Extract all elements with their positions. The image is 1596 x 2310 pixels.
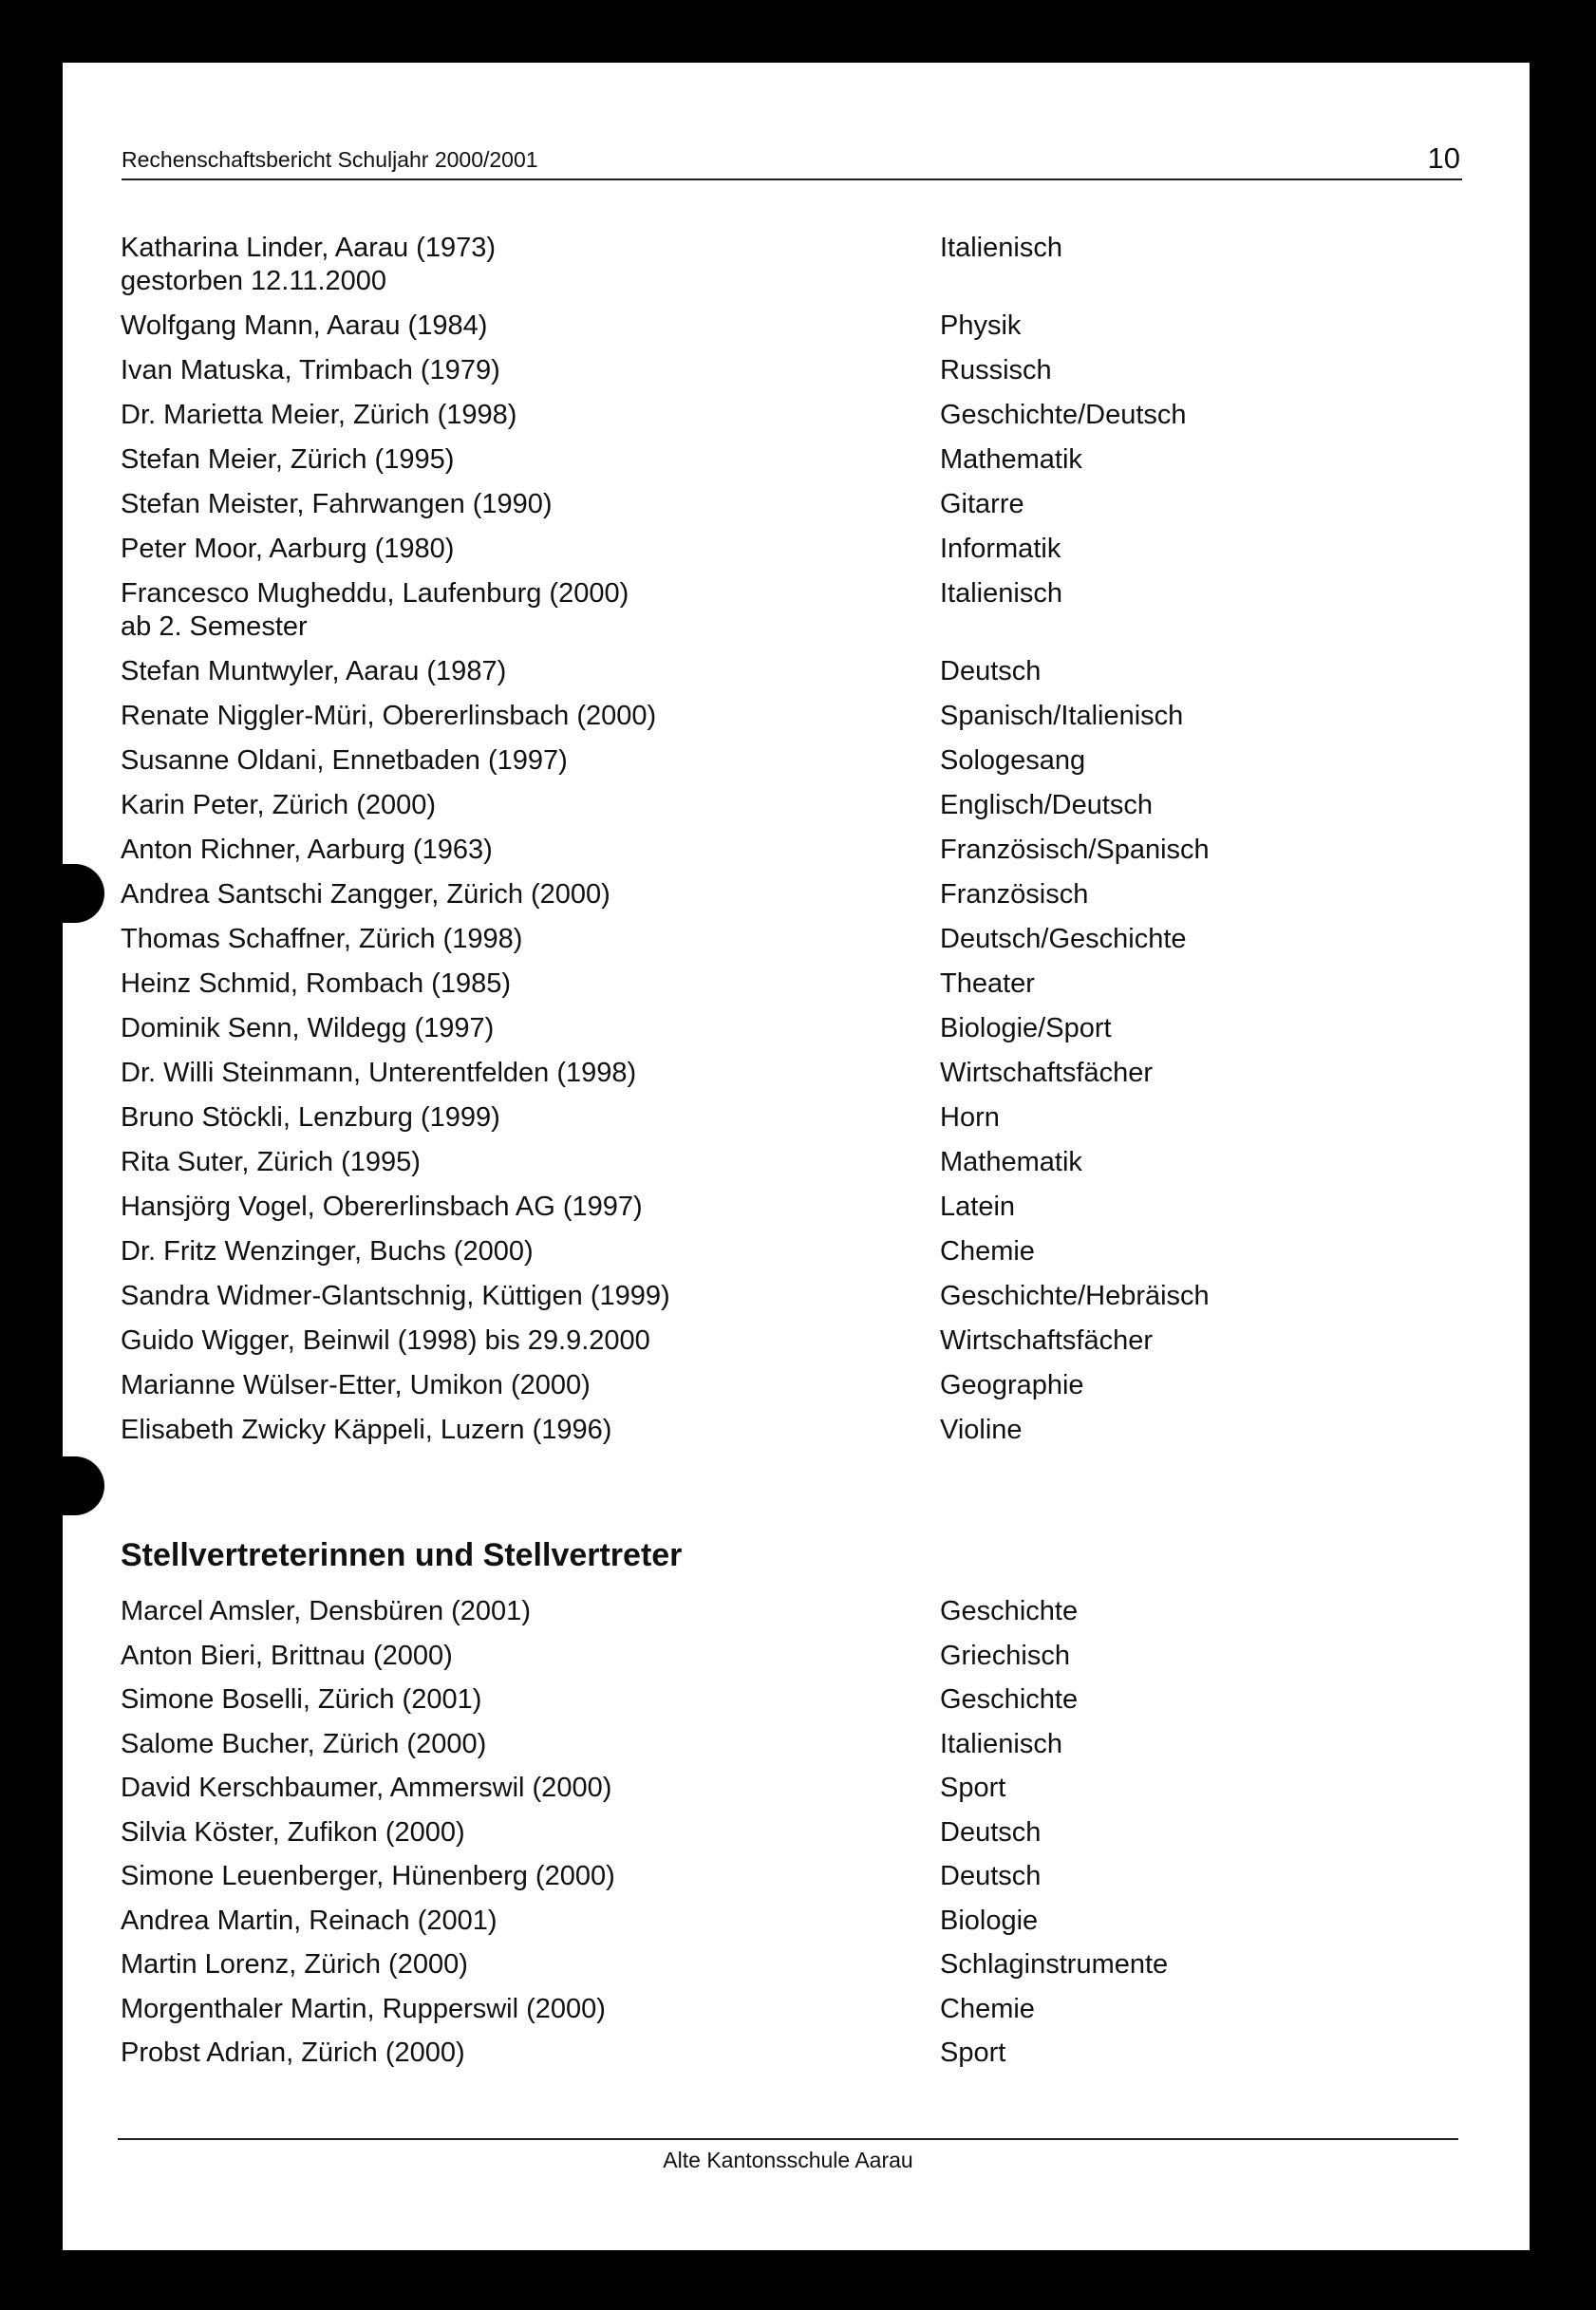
person-name: Karin Peter, Zürich (2000) — [121, 790, 437, 820]
punch-hole — [63, 864, 104, 923]
page-number: 10 — [1427, 141, 1460, 175]
subject: Latein — [940, 1192, 1016, 1222]
subject: Deutsch — [940, 656, 1042, 686]
subject: Wirtschaftsfächer — [940, 1325, 1153, 1356]
list-item — [121, 878, 1469, 911]
subject: Chemie — [940, 1236, 1035, 1267]
subject: Geschichte — [940, 1684, 1079, 1715]
list-item — [121, 1414, 1469, 1447]
subject: Violine — [940, 1415, 1023, 1445]
subject: Italienisch — [940, 1728, 1062, 1759]
person-name: Stefan Muntwyler, Aarau (1987) — [121, 656, 507, 686]
teacher-list — [121, 232, 1469, 1458]
person-name: Guido Wigger, Beinwil (1998) bis 29.9.2000 — [121, 1325, 650, 1356]
person-name: Simone Leuenberger, Hünenberg (2000) — [121, 1861, 615, 1891]
list-item — [121, 655, 1469, 688]
subject: Geschichte — [940, 1596, 1079, 1626]
subject: Italienisch — [940, 233, 1062, 263]
subject: Biologie — [940, 1905, 1039, 1936]
subject: Sport — [940, 1773, 1006, 1803]
list-item — [121, 1860, 1469, 1893]
list-item — [121, 354, 1469, 387]
list-item — [121, 1369, 1469, 1402]
person-name: Peter Moor, Aarburg (1980) — [121, 534, 455, 564]
person-name: Stefan Meister, Fahrwangen (1990) — [121, 489, 553, 519]
person-name: Marcel Amsler, Densbüren (2001) — [121, 1596, 531, 1626]
section-heading: Stellvertreterinnen und Stellvertreter — [121, 1537, 683, 1573]
subject: Sport — [940, 2038, 1006, 2068]
list-item — [121, 1324, 1469, 1358]
subject: Englisch/Deutsch — [940, 790, 1154, 820]
list-item — [121, 310, 1469, 343]
person-name: Elisabeth Zwicky Käppeli, Luzern (1996) — [121, 1415, 612, 1445]
person-name: Morgenthaler Martin, Rupperswil (2000) — [121, 1993, 606, 2024]
list-item — [121, 1993, 1469, 2026]
person-name: Martin Lorenz, Zürich (2000) — [121, 1949, 468, 1980]
subject: Deutsch — [940, 1816, 1042, 1848]
document-page — [63, 63, 1530, 2250]
list-item — [121, 789, 1469, 822]
page-header — [122, 135, 1462, 180]
subject: Russisch — [940, 355, 1052, 385]
person-name: Dr. Marietta Meier, Zürich (1998) — [121, 400, 517, 430]
subject: Chemie — [940, 1993, 1035, 2024]
list-item — [121, 1101, 1469, 1135]
person-name: Ivan Matuska, Trimbach (1979) — [121, 355, 500, 385]
list-item — [121, 744, 1469, 778]
person-name: Andrea Martin, Reinach (2001) — [121, 1905, 498, 1936]
person-name: Heinz Schmid, Rombach (1985) — [121, 968, 512, 999]
subject: Mathematik — [940, 1147, 1082, 1177]
subject: Geographie — [940, 1370, 1084, 1400]
person-name: Sandra Widmer-Glantschnig, Küttigen (1999) — [121, 1281, 670, 1311]
person-name: Andrea Santschi Zangger, Zürich (2000) — [121, 879, 610, 910]
person-name: Probst Adrian, Zürich (2000) — [121, 2038, 465, 2068]
subject: Theater — [940, 968, 1035, 999]
person-name: Dominik Senn, Wildegg (1997) — [121, 1013, 495, 1043]
person-name: Anton Bieri, Brittnau (2000) — [121, 1640, 453, 1671]
subject: Französisch — [940, 879, 1089, 910]
list-item — [121, 1280, 1469, 1313]
person-name: Anton Richner, Aarburg (1963) — [121, 835, 493, 865]
person-name: David Kerschbaumer, Ammerswil (2000) — [121, 1773, 612, 1803]
substitute-list — [121, 1595, 1469, 2081]
list-item — [121, 232, 1469, 298]
subject: Gitarre — [940, 489, 1024, 519]
person-name: Dr. Willi Steinmann, Unterentfelden (1998) — [121, 1058, 637, 1088]
punch-hole — [63, 1456, 104, 1515]
person-name: Salome Bucher, Zürich (2000) — [121, 1728, 487, 1759]
person-name: Bruno Stöckli, Lenzburg (1999) — [121, 1102, 500, 1133]
person-name: Wolfgang Mann, Aarau (1984) — [121, 310, 488, 341]
list-item — [121, 2037, 1469, 2070]
person-name: Renate Niggler-Müri, Obererlinsbach (2000) — [121, 701, 657, 731]
subject: Sologesang — [940, 745, 1086, 776]
subject: Informatik — [940, 534, 1061, 564]
subject: Horn — [940, 1102, 1000, 1133]
footer-text: Alte Kantonsschule Aarau — [663, 2148, 913, 2172]
person-name: Hansjörg Vogel, Obererlinsbach AG (1997) — [121, 1192, 643, 1222]
list-item — [121, 1235, 1469, 1268]
list-item — [121, 923, 1469, 956]
subject: Mathematik — [940, 444, 1082, 475]
list-item — [121, 1683, 1469, 1717]
list-item — [121, 533, 1469, 566]
person-name: Susanne Oldani, Ennetbaden (1997) — [121, 745, 568, 776]
list-item — [121, 399, 1469, 432]
person-name: Katharina Linder, Aarau (1973) — [121, 233, 496, 263]
list-item — [121, 443, 1469, 477]
person-name: Francesco Mugheddu, Laufenburg (2000) — [121, 578, 629, 609]
list-item — [121, 1012, 1469, 1045]
list-item — [121, 1595, 1469, 1628]
list-item — [121, 1772, 1469, 1805]
person-name: Simone Boselli, Zürich (2001) — [121, 1684, 482, 1715]
person-name: Dr. Fritz Wenzinger, Buchs (2000) — [121, 1236, 534, 1267]
person-name: Silvia Köster, Zufikon (2000) — [121, 1816, 465, 1848]
list-item — [121, 1057, 1469, 1090]
subject: Griechisch — [940, 1640, 1070, 1671]
person-name: Stefan Meier, Zürich (1995) — [121, 444, 455, 475]
list-item — [121, 700, 1469, 733]
subject: Spanisch/Italienisch — [940, 701, 1184, 731]
list-item — [121, 1905, 1469, 1938]
subject: Italienisch — [940, 578, 1062, 609]
person-note: ab 2. Semester — [121, 611, 308, 642]
subject: Deutsch/Geschichte — [940, 924, 1187, 954]
subject: Wirtschaftsfächer — [940, 1058, 1153, 1088]
subject: Geschichte/Deutsch — [940, 400, 1187, 430]
subject: Deutsch — [940, 1861, 1042, 1891]
header-title: Rechenschaftsbericht Schuljahr 2000/2001 — [122, 147, 538, 172]
footer-divider — [118, 2138, 1458, 2140]
person-name: Thomas Schaffner, Zürich (1998) — [121, 924, 523, 954]
list-item — [121, 1816, 1469, 1850]
subject: Physik — [940, 310, 1022, 341]
subject: Geschichte/Hebräisch — [940, 1281, 1210, 1311]
person-name: Marianne Wülser-Etter, Umikon (2000) — [121, 1370, 591, 1400]
list-item — [121, 1948, 1469, 1981]
subject: Schlaginstrumente — [940, 1949, 1169, 1980]
list-item — [121, 1191, 1469, 1224]
subject: Biologie/Sport — [940, 1013, 1112, 1043]
list-item — [121, 1640, 1469, 1673]
list-item — [121, 834, 1469, 867]
list-item — [121, 967, 1469, 1001]
person-name: Rita Suter, Zürich (1995) — [121, 1147, 421, 1177]
person-note: gestorben 12.11.2000 — [121, 266, 387, 296]
subject: Französisch/Spanisch — [940, 835, 1210, 865]
list-item — [121, 488, 1469, 521]
list-item — [121, 1146, 1469, 1179]
list-item — [121, 577, 1469, 644]
list-item — [121, 1728, 1469, 1761]
